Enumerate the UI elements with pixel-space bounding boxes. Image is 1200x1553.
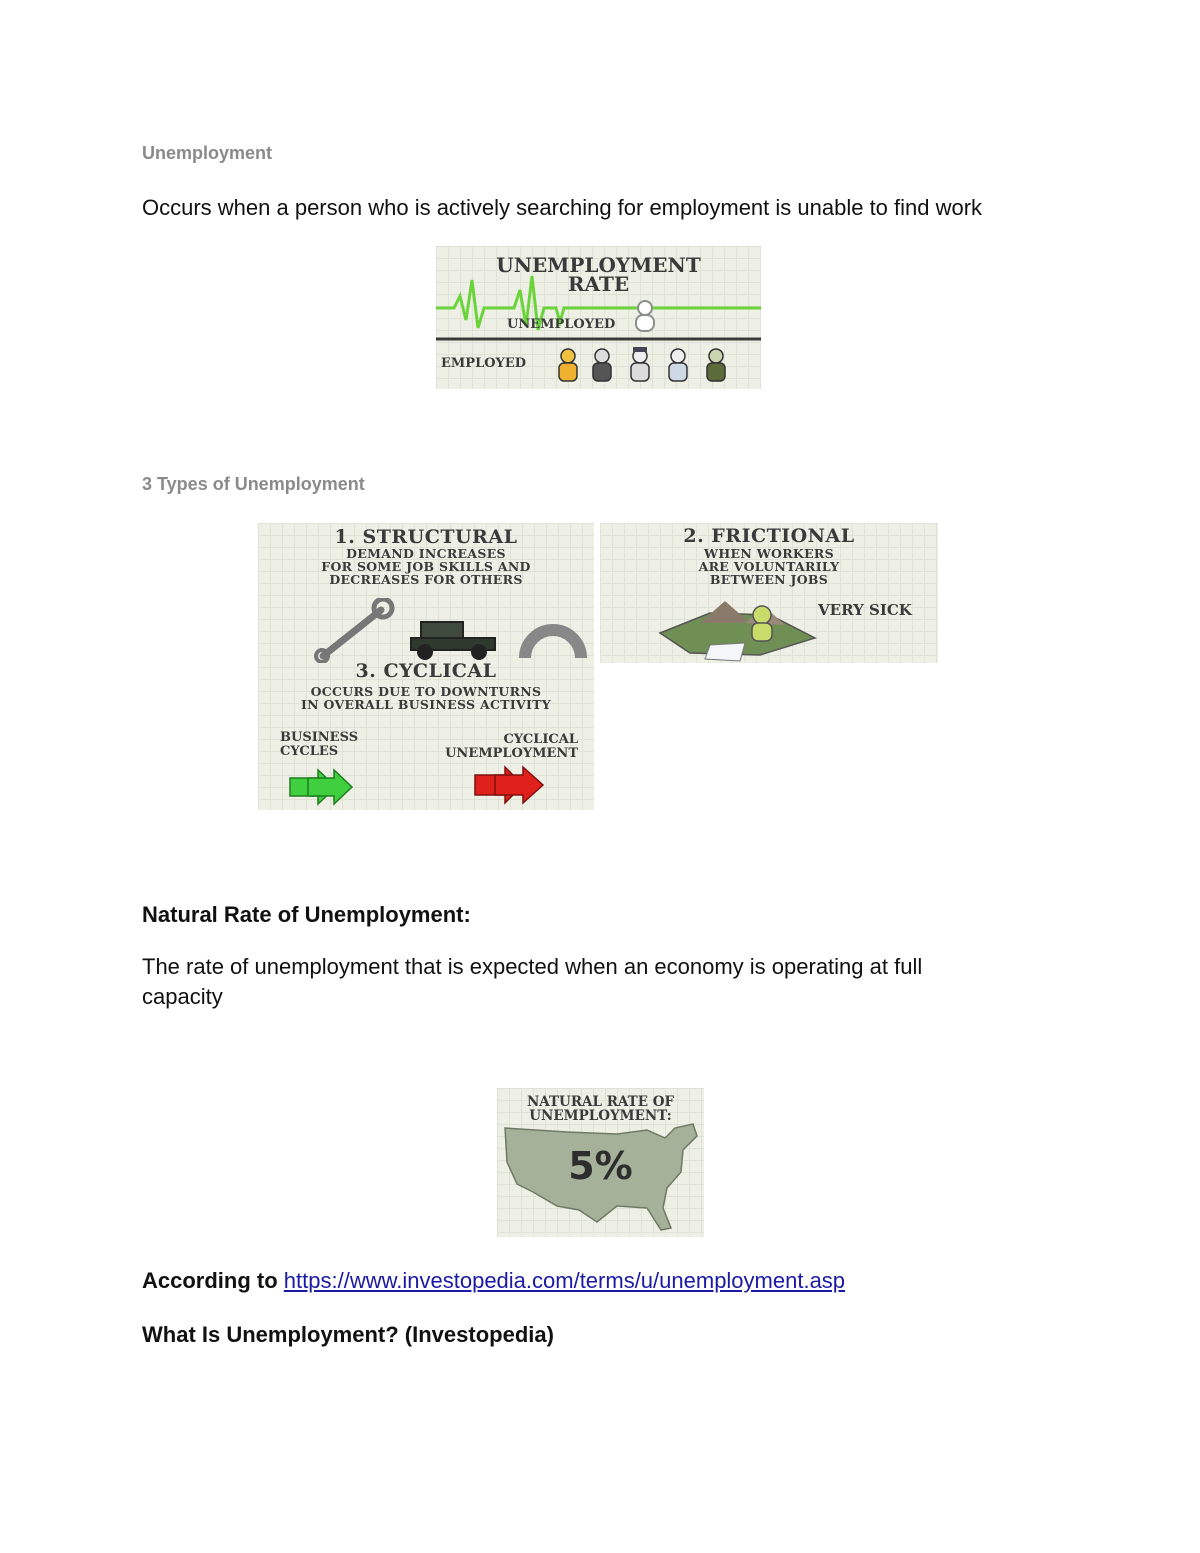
natural-title-line2: UNEMPLOYMENT: [529,1108,672,1124]
frictional-title: 2. FRICTIONAL [683,525,855,547]
very-sick-label: VERY SICK [818,601,912,619]
antique-car-icon [403,618,503,663]
structural-cyclical-figure [258,523,594,810]
rate-title-line2: RATE [567,272,630,296]
natural-rate-figure [497,1088,704,1237]
according-prefix: According to [142,1268,284,1293]
frictional-line2: ARE VOLUNTARILY [698,559,840,574]
natural-rate-line2: capacity [142,984,223,1009]
cyclical-line2: IN OVERALL BUSINESS ACTIVITY [301,697,551,712]
natural-rate-line1: The rate of unemployment that is expected when an economy is operating at full [142,954,923,979]
cyclical-line1: OCCURS DUE TO DOWNTURNS [310,684,542,699]
unemployment-rate-figure [436,246,761,389]
structural-title: 1. STRUCTURAL [334,526,518,548]
cyclical-unemployment-label [426,733,578,761]
frictional-line1: WHEN WORKERS [704,546,834,561]
landscape-icon [650,593,820,663]
employed-workers-icon [556,346,756,384]
green-arrows-icon [288,768,358,806]
unemployed-person-icon [632,299,658,333]
frictional-figure [600,523,938,663]
red-arrows-icon [473,765,548,805]
unemployment-definition: Occurs when a person who is actively searching for employment is unable to find work [142,195,983,220]
structural-line2: FOR SOME JOB SKILLS AND [321,559,531,574]
natural-title-line1: NATURAL RATE OF [526,1094,675,1110]
types-heading: 3 Types of Unemployment [142,474,365,494]
business-cycles-label [280,731,358,759]
structural-line1: DEMAND INCREASES [346,546,506,561]
wrench-icon [313,598,398,663]
structural-line3: DECREASES FOR OTHERS [329,572,523,587]
frictional-line3: BETWEEN JOBS [709,572,829,587]
unemployed-label: UNEMPLOYED [507,317,616,332]
natural-rate-value: 5% [568,1144,633,1188]
frictional-description [600,547,938,586]
cyclical-label-line2: UNEMPLOYMENT [445,746,578,761]
business-label-line2: CYCLES [280,744,339,759]
according-to-line [142,1266,845,1296]
what-is-heading: What Is Unemployment? (Investopedia) [142,1322,554,1347]
cyclical-description [258,685,594,711]
unemployment-heading: Unemployment [142,143,273,163]
structural-description [258,547,594,586]
investopedia-link[interactable]: https://www.investopedia.com/terms/u/unemployment.asp [283,1268,846,1293]
natural-figure-title [497,1095,704,1123]
natural-rate-heading: Natural Rate of Unemployment: [142,902,471,927]
natural-rate-definition [142,952,922,1012]
employed-label: EMPLOYED [441,356,527,371]
business-label-line1: BUSINESS [280,730,359,745]
rate-title-line1: UNEMPLOYMENT [496,253,701,277]
horseshoe-icon [513,603,593,663]
cyclical-label-line1: CYCLICAL [503,732,578,747]
cyclical-title: 3. CYCLICAL [355,660,497,682]
